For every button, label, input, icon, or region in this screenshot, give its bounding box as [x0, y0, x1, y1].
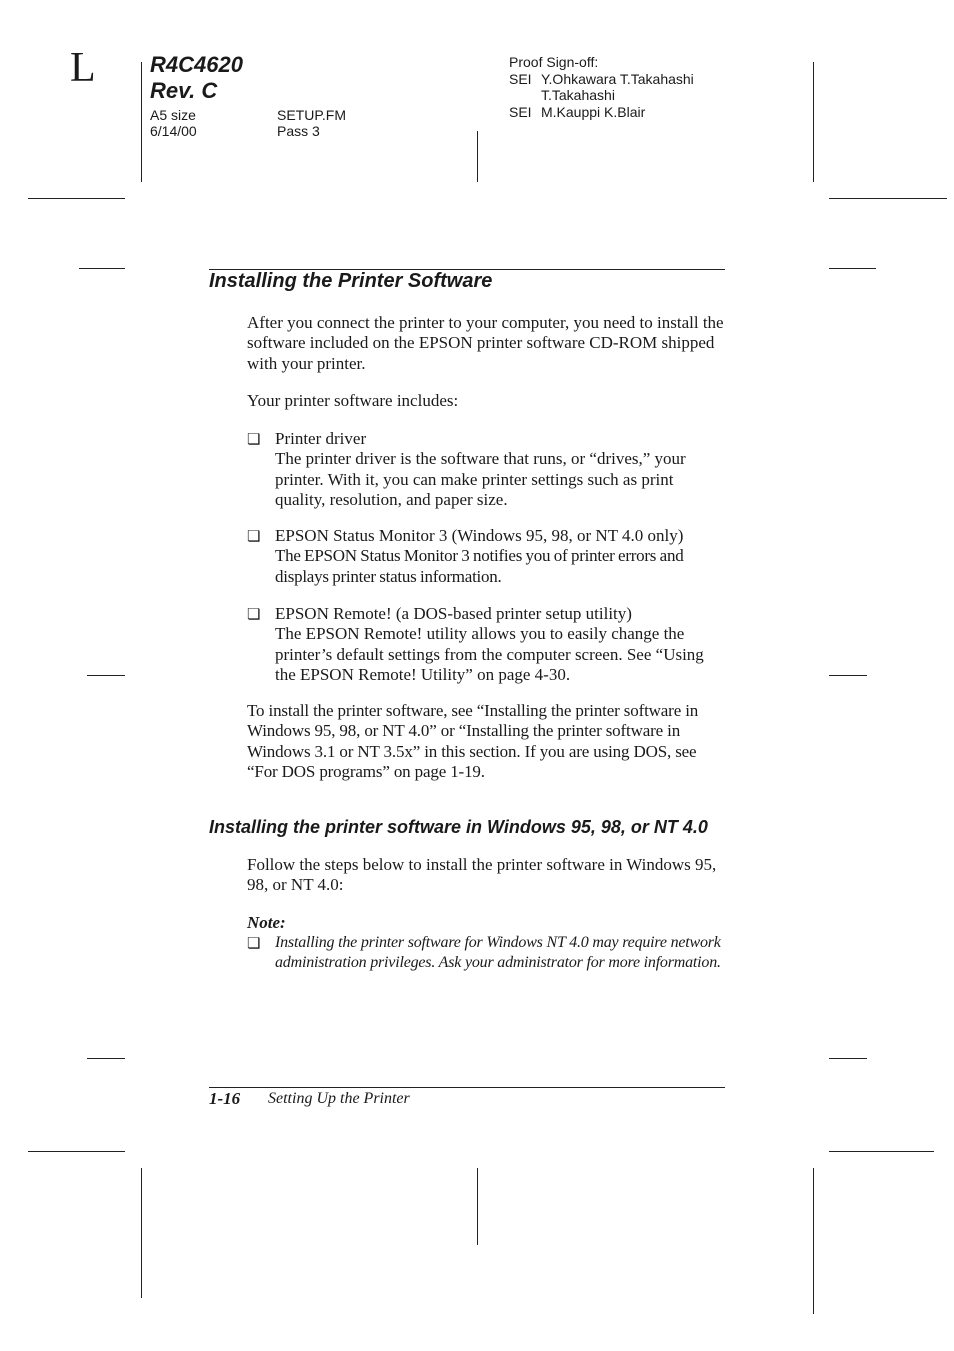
page-size: A5 size: [150, 107, 196, 123]
list-item-title: EPSON Remote! (a DOS-based printer setup utility): [275, 604, 632, 623]
crop-mark: [829, 1151, 934, 1152]
revision-label: Rev. C: [150, 78, 218, 103]
crop-mark: [141, 1168, 142, 1298]
signoff-names: Y.Ohkawara T.Takahashi: [541, 71, 694, 87]
section-heading: Installing the Printer Software: [209, 270, 493, 292]
list-item-description: The EPSON Remote! utility allows you to easily change the printer’s default settings from the computer screen. See “Using the EPSON Remote! Utility” on page 4-30.: [275, 624, 704, 684]
list-item: [275, 429, 727, 510]
subsection-heading: Installing the printer software in Windows 95, 98, or NT 4.0: [209, 817, 708, 837]
file-name: SETUP.FM: [277, 107, 346, 123]
crop-mark: [28, 1151, 125, 1152]
note-label: Note:: [247, 913, 286, 932]
model-number: [150, 52, 243, 104]
proof-signoff-label: Proof Sign-off:: [509, 54, 599, 70]
crop-mark: [813, 1168, 814, 1314]
margin-letter: L: [70, 45, 96, 91]
signoff-org: SEI: [509, 71, 532, 87]
chapter-title: Setting Up the Printer: [268, 1090, 410, 1107]
crop-mark: [79, 268, 125, 269]
print-date: 6/14/00: [150, 123, 197, 139]
signoff-names: T.Takahashi: [541, 87, 615, 103]
note-text: Installing the printer software for Windows NT 4.0 may require network administration privileges. Ask your administrator for more information.: [275, 934, 721, 972]
list-item: [275, 526, 727, 587]
checkbox-bullet-icon: ❏: [247, 607, 261, 623]
signoff-names: M.Kauppi K.Blair: [541, 104, 646, 120]
checkbox-bullet-icon: ❏: [247, 936, 261, 952]
signoff-org: SEI: [509, 104, 532, 120]
page-number: 1-16: [209, 1089, 241, 1108]
footer-rule: [209, 1087, 725, 1088]
model-label: R4C4620: [150, 52, 243, 77]
pass-number: Pass 3: [277, 123, 320, 139]
crop-mark: [87, 1058, 125, 1059]
steps-intro-paragraph: Follow the steps below to install the printer software in Windows 95, 98, or NT 4.0:: [247, 855, 717, 895]
includes-paragraph: Your printer software includes:: [247, 391, 459, 410]
intro-paragraph: After you connect the printer to your computer, you need to install the software included on the EPSON printer software CD-ROM shipped with your printer.: [247, 313, 724, 373]
list-item-title: Printer driver: [275, 429, 367, 448]
crop-mark: [28, 198, 125, 199]
crop-mark: [477, 131, 478, 182]
list-item: [275, 604, 727, 685]
crop-mark: [829, 1058, 867, 1059]
crop-mark: [829, 198, 947, 199]
checkbox-bullet-icon: ❏: [247, 529, 261, 545]
crop-mark: [813, 62, 814, 182]
crop-mark: [477, 1168, 478, 1245]
list-item-title: EPSON Status Monitor 3 (Windows 95, 98, or NT 4.0 only): [275, 526, 684, 545]
crop-mark: [829, 268, 876, 269]
list-item-description: The printer driver is the software that runs, or “drives,” your printer. With it, you can make printer settings such as print quality, resolution, and paper size.: [275, 449, 686, 509]
crop-mark: [87, 675, 125, 676]
list-item-description: The EPSON Status Monitor 3 notifies you of printer errors and displays printer status information.: [275, 546, 684, 586]
crop-mark: [141, 62, 142, 182]
checkbox-bullet-icon: ❏: [247, 432, 261, 448]
crop-mark: [829, 675, 867, 676]
install-reference-paragraph: To install the printer software, see “Installing the printer software in Windows 95, 98, or NT 4.0” or “Installing the printer software in Windows 3.1 or NT 3.5x” in this section. If you are using DOS, see “For DOS programs” on page 1-19.: [247, 701, 699, 781]
